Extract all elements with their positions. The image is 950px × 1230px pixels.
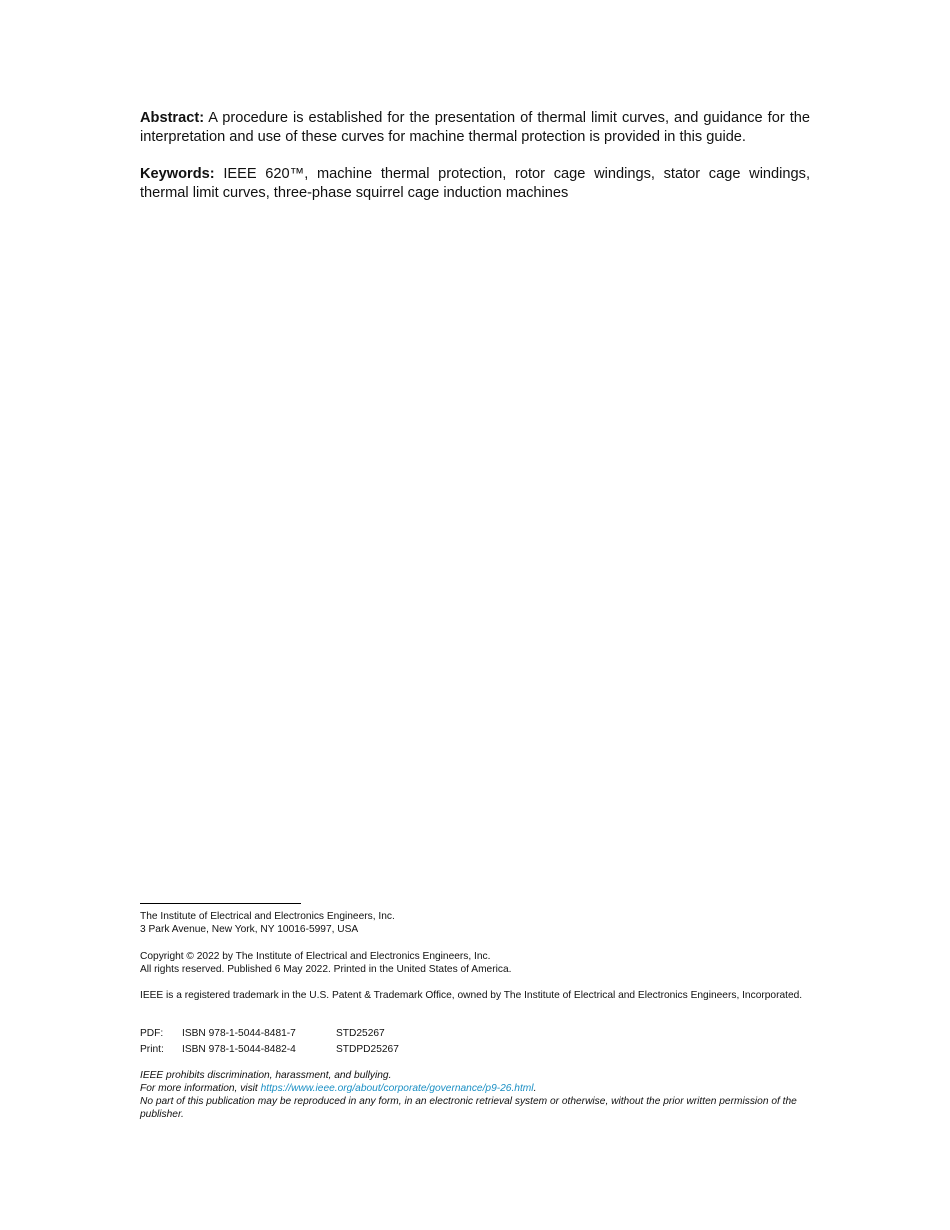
harassment-notice: IEEE prohibits discrimination, harassment, and bullying. <box>140 1070 392 1081</box>
publisher-address: 3 Park Avenue, New York, NY 10016-5997, USA <box>140 924 359 935</box>
isbn-format: PDF: <box>140 1028 164 1039</box>
abstract-label: Abstract: <box>140 110 205 126</box>
more-info-suffix: . <box>533 1083 537 1094</box>
isbn-block <box>140 1027 820 1059</box>
abstract-paragraph <box>140 109 810 147</box>
abstract-text: A procedure is established for the presentation of thermal limit curves, and guidance for the interpretation and use of these curves for machine thermal protection is provided in this guide. <box>140 110 811 145</box>
rights-line: All rights reserved. Published 6 May 2022. Printed in the United States of America. <box>140 964 512 975</box>
isbn-code: STD25267 <box>336 1028 385 1039</box>
keywords-label: Keywords: <box>140 166 215 182</box>
isbn-row-print <box>140 1043 820 1059</box>
notice-block <box>140 1069 820 1121</box>
publisher-block <box>140 910 820 936</box>
more-info-line <box>140 1082 820 1095</box>
isbn-number: ISBN 978-1-5044-8481-7 <box>182 1028 296 1039</box>
isbn-row-pdf <box>140 1027 820 1043</box>
keywords-text: IEEE 620™, machine thermal protection, rotor cage windings, stator cage windings, thermal limit curves, three-phase squirrel cage induction machines <box>140 166 810 201</box>
copyright-block <box>140 950 820 976</box>
trademark-block <box>140 989 820 1002</box>
keywords-paragraph <box>140 165 810 203</box>
trademark-text: IEEE is a registered trademark in the U.S. Patent & Trademark Office, owned by The Institute of Electrical and Electronics Engineers, Incorporated. <box>140 990 803 1001</box>
isbn-format: Print: <box>140 1044 164 1055</box>
governance-link[interactable]: https://www.ieee.org/about/corporate/governance/p9-26.html <box>260 1083 534 1094</box>
isbn-number: ISBN 978-1-5044-8482-4 <box>182 1044 296 1055</box>
copyright-line: Copyright © 2022 by The Institute of Electrical and Electronics Engineers, Inc. <box>140 951 491 962</box>
more-info-prefix: For more information, visit <box>140 1083 261 1094</box>
isbn-code: STDPD25267 <box>336 1044 399 1055</box>
footnote-divider <box>140 903 301 904</box>
reproduction-notice: No part of this publication may be reproduced in any form, in an electronic retrieval system or otherwise, without the prior written permission of the publisher. <box>140 1096 797 1120</box>
publisher-name: The Institute of Electrical and Electronics Engineers, Inc. <box>140 911 395 922</box>
